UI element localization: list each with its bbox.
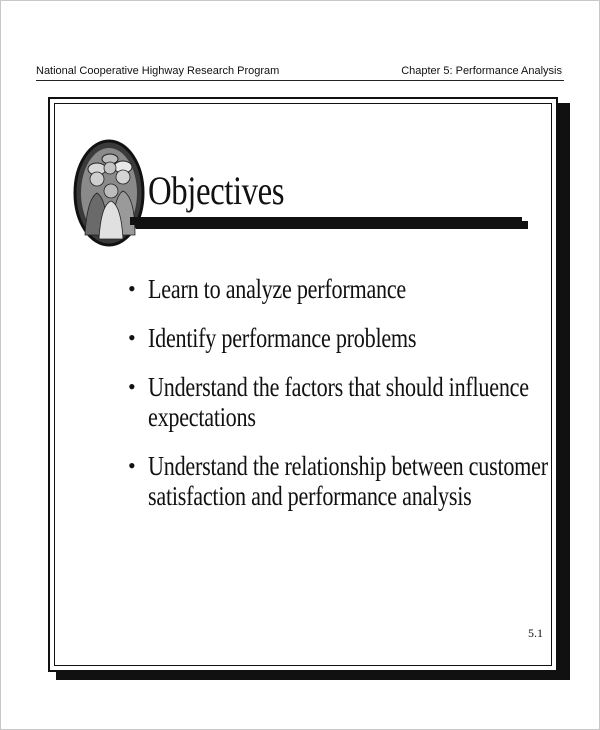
list-item-text: Identify performance problems — [148, 323, 417, 353]
list-item-text: Understand the relationship between customer satisfaction and performance analysis — [148, 451, 548, 511]
list-item — [128, 323, 548, 353]
list-item — [128, 451, 548, 511]
objectives-list — [128, 274, 548, 530]
header-chapter-title: Chapter 5: Performance Analysis — [401, 65, 562, 77]
bullet-icon: • — [128, 325, 136, 350]
slide-title: Objectives — [148, 168, 285, 213]
bullet-icon: • — [128, 374, 136, 399]
list-item — [128, 274, 548, 304]
header-rule — [36, 80, 564, 81]
list-item — [128, 372, 548, 432]
title-underline — [130, 217, 522, 225]
bullet-icon: • — [128, 453, 136, 478]
list-item-text: Understand the factors that should influence expectations — [148, 372, 529, 432]
bullet-icon: • — [128, 276, 136, 301]
header-program-name: National Cooperative Highway Research Program — [36, 65, 280, 77]
slide-page-number: 5.1 — [528, 626, 543, 640]
list-item-text: Learn to analyze performance — [148, 274, 407, 304]
workers-group-icon — [71, 135, 149, 251]
